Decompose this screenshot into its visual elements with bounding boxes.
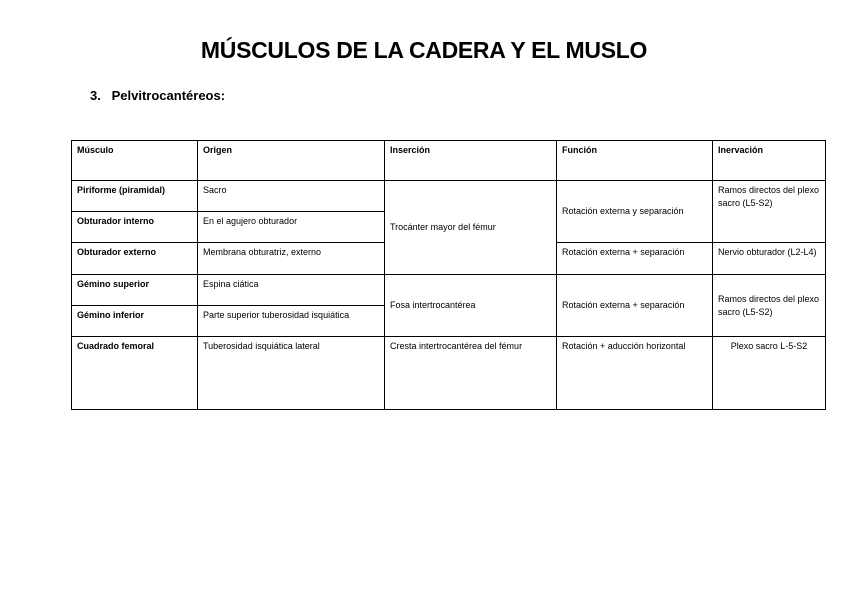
cell-inervacion: Ramos directos del plexo sacro (L5-S2) <box>713 181 826 243</box>
section-heading <box>90 88 225 103</box>
cell-origen: En el agujero obturador <box>198 212 385 243</box>
cell-musculo: Gémino superior <box>72 275 198 306</box>
cell-funcion: Rotación + aducción horizontal <box>557 337 713 410</box>
cell-musculo: Obturador interno <box>72 212 198 243</box>
header-cell-origen: Origen <box>198 141 385 181</box>
cell-origen: Tuberosidad isquiática lateral <box>198 337 385 410</box>
cell-musculo: Obturador externo <box>72 243 198 275</box>
cell-insercion: Fosa intertrocantérea <box>385 275 557 337</box>
cell-musculo: Gémino inferior <box>72 306 198 337</box>
header-cell-musculo: Músculo <box>72 141 198 181</box>
cell-funcion: Rotación externa + separación <box>557 243 713 275</box>
cell-funcion: Rotación externa y separación <box>557 181 713 243</box>
header-cell-insercion: Inserción <box>385 141 557 181</box>
table-row <box>72 337 826 410</box>
cell-origen: Espina ciática <box>198 275 385 306</box>
cell-inervacion: Ramos directos del plexo sacro (L5-S2) <box>713 275 826 337</box>
cell-inervacion: Plexo sacro L-5-S2 <box>713 337 826 410</box>
cell-origen: Membrana obturatriz, externo <box>198 243 385 275</box>
section-number: 3. <box>90 88 101 103</box>
cell-musculo: Piriforme (piramidal) <box>72 181 198 212</box>
cell-musculo: Cuadrado femoral <box>72 337 198 410</box>
section-label: Pelvitrocantéreos: <box>111 88 226 103</box>
header-cell-inervacion: Inervación <box>713 141 826 181</box>
muscles-table <box>71 140 826 410</box>
header-cell-funcion: Función <box>557 141 713 181</box>
cell-origen: Parte superior tuberosidad isquiática <box>198 306 385 337</box>
cell-inervacion: Nervio obturador (L2-L4) <box>713 243 826 275</box>
table-row <box>72 275 826 306</box>
page-title: MÚSCULOS DE LA CADERA Y EL MUSLO <box>200 37 648 63</box>
cell-insercion: Cresta intertrocantérea del fémur <box>385 337 557 410</box>
table-row <box>72 181 826 212</box>
cell-insercion: Trocánter mayor del fémur <box>385 181 557 275</box>
cell-funcion: Rotación externa + separación <box>557 275 713 337</box>
table-header-row <box>72 141 826 181</box>
cell-origen: Sacro <box>198 181 385 212</box>
